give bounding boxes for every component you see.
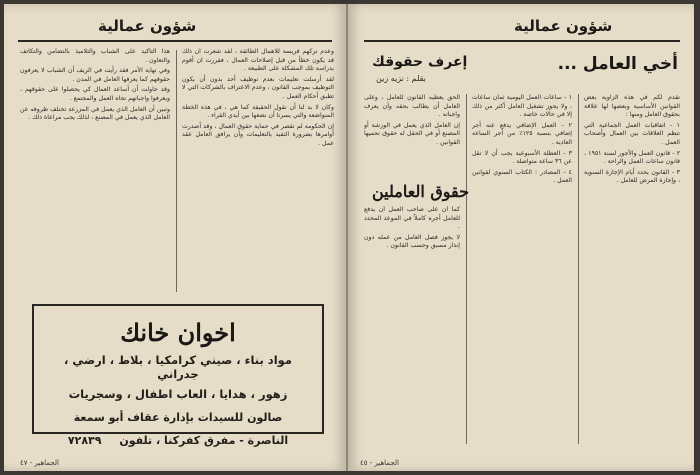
ad-address-line [44,434,312,447]
magazine-spread [4,4,696,471]
right-column-left-top [364,94,460,178]
article-headline-secondary: إعرف حقوقك [372,54,468,70]
article-subheading: حقوق العاملين [372,182,470,201]
advertisement-box [32,304,324,447]
column-divider [466,94,467,444]
right-page-header [364,12,680,42]
paragraph: ١ - ساعات العمل اليومية ثمان ساعات ، ولا يجوز تشغيل العامل أكثر من ذلك إلا في حالات خاصة . [472,94,572,119]
article-byline: بقلم : نزيه زين [376,74,426,83]
paragraph: تقدم لكم في هذه الزاوية بعض القوانين الأساسية وبعضها لها علاقة بحقوق العامل ومنها : [584,94,680,119]
paragraph: وكان لا بد لنا أن نقول الحقيقة كما هي ، في هذه الخطة المتواضعة والتي يسرنا أن نضعها بين أيدي القراء . [182,103,334,120]
paragraph: وفي نهاية الأمر فقد رأيت في الريف أن الشباب لا يعرفون حقوقهم كما يعرفها العامل في المدن . [20,67,170,83]
paragraph: ٤ - المصادر : الكتاب السنوي لقوانين العمل . [472,168,572,185]
left-column-right [182,48,334,294]
ad-salon-line: صالون للسيدات بإدارة عقاف أبو سمعة [73,411,283,424]
ad-products-line: مواد بناء ، صيني كرامكيا ، بلاط ، ارضي ، جدراني [64,353,292,381]
paragraph: الحق يعطيه القانون للعامل ، وعلى العامل أن يطالب بحقه وأن يعرف واجباته . [364,94,460,119]
column-divider [578,94,579,444]
ad-address: الناصرة - مفرق كفركنا ، تلفون [119,434,289,447]
right-page [348,4,694,471]
right-column-right [584,94,680,446]
ad-title: اخوان خانك [120,318,236,347]
paragraph: هذا التأكيد على الشباب والتلاميذ بالتضامن والتكاتف والتعاون . [20,48,170,64]
article-title-box [362,52,678,88]
paragraph: وعدم تركهم فريسة للاهمال الطائفة ، لقد شعرت أن ذلك قد يكون خطأ من قبل إصلاحات العمال ، فقررت ان أقوم بدراسة تلك المشكلة على الطبيعة . [182,48,334,73]
left-page-number: الجماهير - ٤٧ [20,459,59,467]
right-column-left-bottom [364,206,460,446]
paragraph: ٢ - العمل الإضافي يدفع عنه أجر إضافي بنسبة ١٢٥٪ من أجر الساعة العادية . [472,121,572,146]
paragraph: وتبين أن العامل الذي يعمل في المزرعة تختلف ظروفه عن العامل الذي يعمل في المصنع ، لذلك يجب مراعاة ذلك . [20,105,170,122]
right-page-number: الجماهير - ٤٥ [360,459,399,467]
article-headline: أخي العامل ... [557,54,678,74]
paragraph: لا يجوز فصل العامل من عمله دون إنذار مسبق وحسب القانون . [364,233,460,250]
paragraph: لقد أرسلت تعليمات بعدم توظيف أحد بدون أن يكون التوظيف بموجب القانون ، وعدم الاعتراف بالشركات التي لا تطبق أحكام العمل . [182,75,334,100]
right-section-title: شؤون عمالية [514,17,613,35]
paragraph: ٣ - القانون يحدد أيام الإجازة السنوية ، وإجازة المرض للعامل . [584,168,680,185]
paragraph: كما أن على صاحب العمل أن يدفع للعامل أجره كاملاً في الموعد المحدد . [364,206,460,231]
paragraph: ١ - اتفاقيات العمل الجماعية التي تنظم العلاقات بين العمال وأصحاب العمل . [584,121,680,146]
paragraph: ٢ - قانون العمل والأجور لسنة ١٩٥١ ، قانون ساعات العمل والراحة . [584,149,680,166]
left-page [4,4,348,471]
paragraph: إن العامل الذي يعمل في الورشة أو المصنع أو في الحقل له حقوق تحميها القوانين . [364,121,460,146]
ad-gifts-line: زهور ، هدايا ، العاب اطفال ، وسجريات [68,387,288,401]
column-divider [176,50,177,292]
right-column-middle [472,94,572,446]
paragraph: إن الحكومة لم تقصر في حماية حقوق العمال ، وقد أصدرت أوامرها بضرورة التقيد بالتعليمات وأن يرافق العامل عقد عمل . [182,122,334,147]
left-section-title: شؤون عمالية [98,17,197,35]
left-column-left [20,48,170,294]
paragraph: وقد حاولت أن أساعد العمال كي يحصلوا على حقوقهم ، ويعرفوا واجباتهم تجاه العمل والمجتمع . [20,86,170,102]
paragraph: ٣ - العطلة الأسبوعية يجب أن لا تقل عن ٣٦ ساعة متواصلة . [472,149,572,166]
ad-phone: ٧٢٨٣٩ [67,434,102,447]
left-page-header [18,12,332,42]
